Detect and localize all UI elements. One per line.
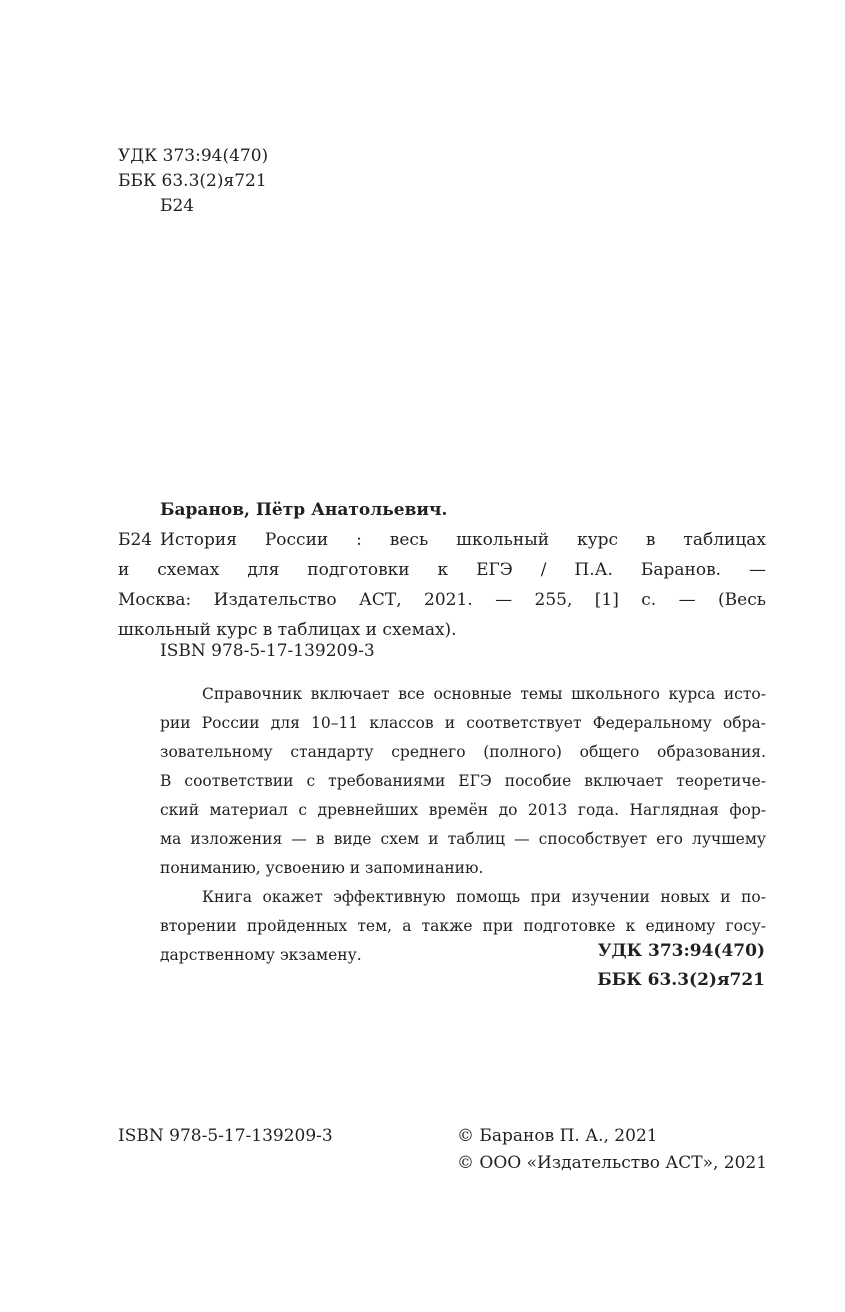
catalog-line: История России : весь школьный курс в таблицах [160,530,766,550]
udk-code: УДК 373:94(470) [118,146,269,166]
bbk-code: ББК 63.3(2)я721 [118,171,267,191]
catalog-line: школьный курс в таблицах и схемах). [118,620,457,640]
author-mark: Б24 [160,196,195,216]
footer-isbn: ISBN 978-5-17-139209-3 [118,1126,333,1146]
abstract-line: ма изложения — в виде схем и таблиц — способствует его лучшему [160,830,766,848]
abstract-line: ский материал с древнейших времён до 2013 года. Наглядная фор- [160,801,766,819]
abstract-line: В соответствии с требованиями ЕГЭ пособие включает теоретиче- [160,772,766,790]
bottom-bbk-code: ББК 63.3(2)я721 [597,970,765,990]
abstract-line: пониманию, усвоению и запоминанию. [160,859,484,877]
abstract-line: дарственному экзамену. [160,946,362,964]
catalog-line: и схемах для подготовки к ЕГЭ / П.А. Баранов. — [118,560,766,580]
copyright-author: © Баранов П. А., 2021 [457,1126,658,1146]
abstract-line: Справочник включает все основные темы школьного курса исто- [202,685,766,703]
abstract-line: вторении пройденных тем, а также при подготовке к единому госу- [160,917,766,935]
bottom-udk-code: УДК 373:94(470) [597,941,765,961]
copyright-publisher: © ООО «Издательство АСТ», 2021 [457,1153,768,1173]
abstract-line: Книга окажет эффективную помощь при изучении новых и по- [202,888,766,906]
abstract-line: зовательному стандарту среднего (полного) общего образования. [160,743,766,761]
catalog-line: Москва: Издательство АСТ, 2021. — 255, [1] с. — (Весь [118,590,766,610]
catalog-isbn: ISBN 978-5-17-139209-3 [160,641,375,661]
catalog-author: Баранов, Пётр Анатольевич. [160,500,448,520]
catalog-mark: Б24 [118,530,153,550]
abstract-line: рии России для 10–11 классов и соответствует Федеральному обра- [160,714,766,732]
